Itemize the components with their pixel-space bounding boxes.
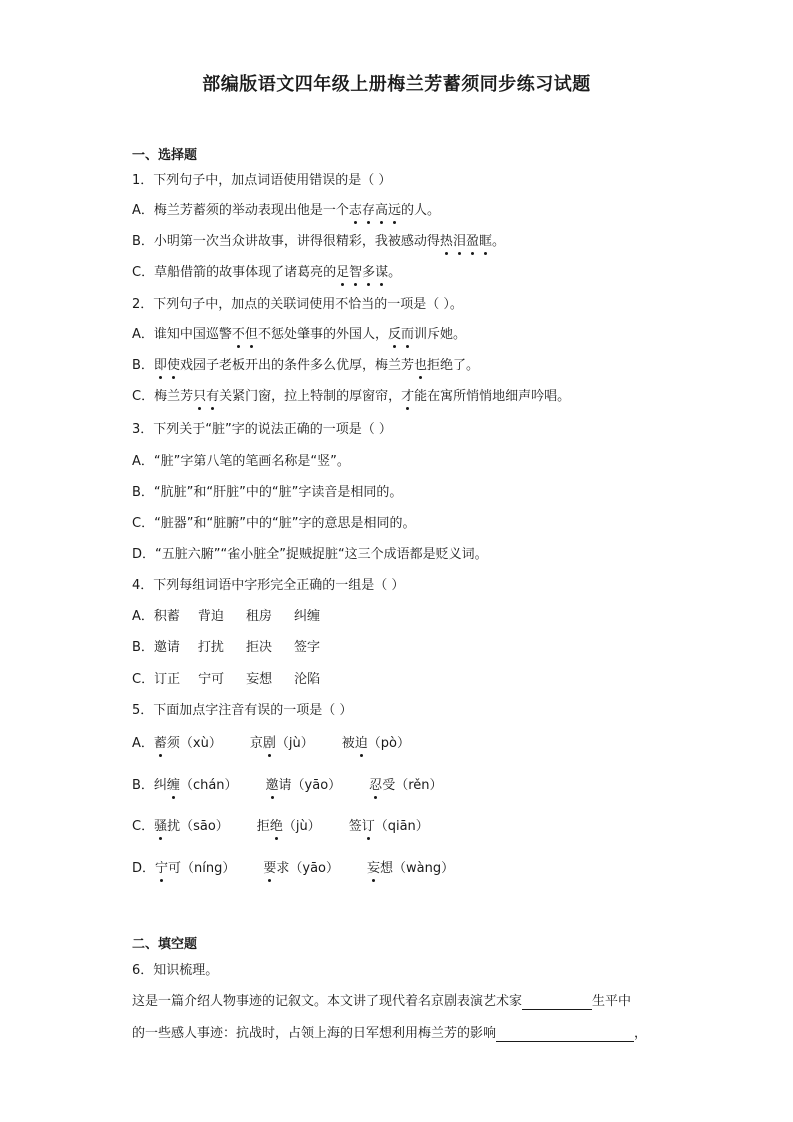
dotted-char: 有 <box>206 389 220 404</box>
dotted-char: 多 <box>362 265 376 280</box>
pinyin-item: D．宁可（níng） <box>132 861 236 876</box>
dotted-char: 眶 <box>478 234 492 249</box>
dotted-word <box>414 358 427 373</box>
dotted-word <box>154 358 180 373</box>
q5-stem: 5．下面加点字注音有误的一项是（ ） <box>132 703 353 718</box>
dotted-char: 但 <box>244 327 258 342</box>
dotted-char: 要 <box>263 861 277 876</box>
answer-blank[interactable] <box>496 1027 634 1042</box>
q1-option-b: B．小明第一次当众讲故事，讲得很精彩，我被感动得热泪盈眶。 <box>132 234 505 249</box>
dotted-char: 迫 <box>354 736 368 751</box>
pinyin-item: 拒绝（jù） <box>256 819 321 834</box>
q4-option-a: A．积蓄 背迫 租房 纠缠 <box>132 609 320 624</box>
dotted-char: 妄 <box>367 861 381 876</box>
q5-option-c <box>132 819 429 835</box>
dotted-char: 即 <box>153 358 167 373</box>
q6-paragraph-line2: 的一些感人事迹：抗战时，占领上海的日军想利用梅兰芳的影响 ， <box>132 1026 648 1041</box>
pinyin-item: 签订（qiān） <box>348 819 429 834</box>
dotted-char: 绝 <box>269 819 283 834</box>
q4-option-c: C．订正 宁可 妄想 沦陷 <box>132 672 321 687</box>
dotted-char: 也 <box>413 358 427 373</box>
q1-stem: 1．下列句子中，加点词语使用错误的是（ ） <box>132 173 392 188</box>
dotted-char: 骚 <box>154 819 168 834</box>
dotted-char: 反 <box>387 327 401 342</box>
q1-option-a: A．梅兰芳蓄须的举动表现出他是一个志存高远的人。 <box>132 203 440 218</box>
dotted-char: 足 <box>336 265 350 280</box>
dotted-word <box>401 389 414 404</box>
answer-blank[interactable] <box>522 995 592 1010</box>
dotted-char: 不 <box>231 327 245 342</box>
pinyin-item: A．蓄须（xù） <box>132 736 222 751</box>
section-heading-fill: 二、填空题 <box>132 937 198 952</box>
pinyin-item: 被迫（pò） <box>341 736 410 751</box>
q2-stem: 2．下列句子中，加点的关联词使用不恰当的一项是（ ）。 <box>132 297 463 312</box>
q2-option-a: A．谁知中国巡警不但不惩处肇事的外国人，反而训斥她。 <box>132 327 466 342</box>
pinyin-item: B．纠缠（chán） <box>132 778 238 793</box>
dotted-char: 盈 <box>465 234 479 249</box>
q6-stem: 6．知识梳理。 <box>132 963 219 978</box>
dotted-char: 热 <box>439 234 453 249</box>
dotted-char: 宁 <box>155 861 169 876</box>
dotted-word <box>193 389 219 404</box>
q3-option-b: B．“肮脏”和“肝脏”中的“脏”字读音是相同的。 <box>132 485 403 500</box>
dotted-word <box>349 203 401 218</box>
dotted-char: 高 <box>374 203 388 218</box>
q5-option-a <box>132 736 410 752</box>
dotted-char: 只 <box>193 389 207 404</box>
dotted-char: 使 <box>166 358 180 373</box>
dotted-word <box>440 234 492 249</box>
dotted-char: 邀 <box>265 778 279 793</box>
pinyin-item: 邀请（yāo） <box>265 778 342 793</box>
q1-option-c: C．草船借箭的故事体现了诸葛亮的足智多谋。 <box>132 265 402 280</box>
q5-option-b <box>132 778 442 794</box>
dotted-char: 志 <box>348 203 362 218</box>
q2-option-b: B．即使戏园子老板开出的条件多么优厚，梅兰芳也拒绝了。 <box>132 358 479 373</box>
q3-stem: 3．下列关于“脏”字的说法正确的一项是（ ） <box>132 422 392 437</box>
dotted-char: 存 <box>361 203 375 218</box>
dotted-char: 谋 <box>375 265 389 280</box>
pinyin-item: C．骚扰（sāo） <box>132 819 229 834</box>
dotted-char: 远 <box>387 203 401 218</box>
dotted-word <box>336 265 388 280</box>
q4-option-b: B．邀请 打扰 拒决 签字 <box>132 640 320 655</box>
pinyin-item: 妄想（wàng） <box>367 861 455 876</box>
q6-paragraph-line1: 这是一篇介绍人物事迹的记叙文。本文讲了现代着名京剧表演艺术家 生平中 <box>132 994 632 1009</box>
dotted-char: 蓄 <box>153 736 167 751</box>
dotted-word <box>232 327 258 342</box>
q3-option-a: A．“脏”字第八笔的笔画名称是“竖”。 <box>132 454 350 469</box>
dotted-char: 而 <box>400 327 414 342</box>
dotted-char: 订 <box>361 819 375 834</box>
dotted-char: 忍 <box>369 778 383 793</box>
dotted-char: 才 <box>401 389 415 404</box>
section-heading-choice: 一、选择题 <box>132 148 198 163</box>
dotted-char: 智 <box>349 265 363 280</box>
q5-option-d <box>132 861 454 877</box>
q3-option-c: C．“脏器”和“脏腑”中的“脏”字的意思是相同的。 <box>132 516 416 531</box>
q4-stem: 4．下列每组词语中字形完全正确的一组是（ ） <box>132 578 405 593</box>
dotted-char: 剧 <box>262 736 276 751</box>
pinyin-item: 忍受（rěn） <box>369 778 443 793</box>
pinyin-item: 要求（yāo） <box>263 861 340 876</box>
dotted-char: 泪 <box>452 234 466 249</box>
q2-option-c: C．梅兰芳只有关紧门窗，拉上特制的厚窗帘，才能在寓所悄悄地细声吟唱。 <box>132 389 571 404</box>
page-title: 部编版语文四年级上册梅兰芳蓄须同步练习试题 <box>202 74 591 95</box>
dotted-word <box>388 327 414 342</box>
pinyin-item: 京剧（jù） <box>249 736 314 751</box>
q3-option-d: D．“五脏六腑”“雀小脏全”捉贼捉脏“这三个成语都是贬义词。 <box>132 547 488 562</box>
dotted-char: 缠 <box>166 778 180 793</box>
